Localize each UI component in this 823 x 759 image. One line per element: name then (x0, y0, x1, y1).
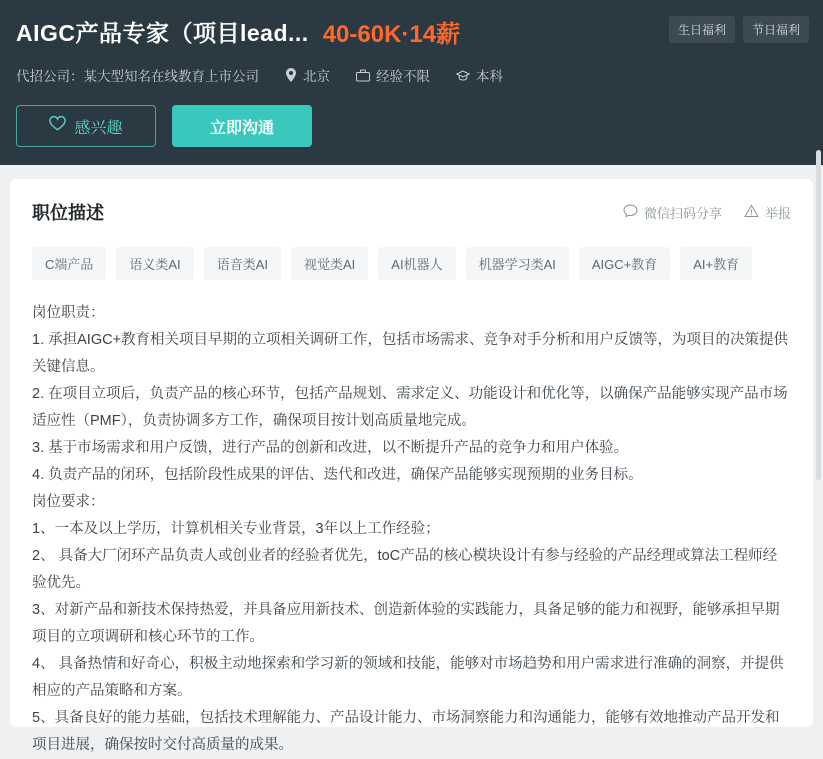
job-meta-row (16, 65, 807, 85)
skill-tag[interactable]: C端产品 (32, 247, 106, 280)
page-title: AIGC产品专家（项目lead... (16, 20, 309, 46)
location-pin-icon (285, 68, 297, 82)
company-label-text: 代招公司： (16, 69, 84, 84)
experience-meta (356, 65, 430, 85)
location-meta (285, 65, 330, 85)
skill-tag-list (32, 247, 791, 280)
section-title: 职位描述 (32, 203, 104, 223)
card-action-list (623, 203, 791, 222)
job-description-text (32, 300, 791, 759)
skill-tag[interactable]: 视觉类AI (291, 247, 368, 280)
skill-tag[interactable]: 语音类AI (204, 247, 281, 280)
chat-now-button-label: 立即沟通 (209, 119, 274, 137)
skill-tag[interactable]: 机器学习类AI (466, 247, 569, 280)
description-line: 5、具备良好的能力基础，包括技术理解能力、产品设计能力、市场洞察能力和沟通能力，能够有效地推动产品开发和项目进展，确保按时交付高质量的成果。 (32, 710, 780, 753)
graduation-cap-icon (456, 69, 470, 82)
job-description-card (10, 179, 813, 753)
chat-now-button[interactable] (172, 105, 312, 147)
interest-button[interactable] (16, 105, 156, 147)
description-line: 岗位职责： (32, 305, 105, 321)
briefcase-icon (356, 69, 370, 82)
skill-tag[interactable]: 语义类AI (116, 247, 193, 280)
location-text: 北京 (303, 69, 330, 84)
description-line: 1、一本及以上学历，计算机相关专业背景，3年以上工作经验； (32, 521, 440, 537)
welfare-tag: 节日福利 (743, 16, 809, 43)
company-name: 某大型知名在线教育上市公司 (83, 69, 259, 84)
chat-bubble-icon (623, 204, 638, 221)
skill-tag[interactable]: AIGC+教育 (579, 247, 670, 280)
warning-triangle-icon (744, 204, 759, 221)
action-button-row (16, 105, 807, 147)
skill-tag[interactable]: AI+教育 (680, 247, 752, 280)
description-line: 2. 在项目立项后，负责产品的核心环节，包括产品规划、需求定义、功能设计和优化等，以确保产品能够实现产品市场适应性（PMF），负责协调多方工作，确保项目按计划高质量地完成。 (32, 386, 788, 429)
card-header (32, 199, 791, 225)
experience-text: 经验不限 (376, 69, 430, 84)
heart-icon (49, 116, 66, 136)
description-line: 4. 负责产品的闭环，包括阶段性成果的评估、迭代和改进，确保产品能够实现预期的业务目标。 (32, 467, 643, 483)
skill-tag[interactable]: AI机器人 (378, 247, 455, 280)
welfare-tag-list (669, 16, 809, 43)
report-action[interactable] (744, 203, 791, 222)
share-action-label: 微信扫码分享 (643, 205, 722, 221)
description-line: 2、 具备大厂闭环产品负责人或创业者的经验者优先，toC产品的核心模块设计有参与经验的产品经理或算法工程师经验优先。 (32, 548, 778, 591)
description-line: 3、对新产品和新技术保持热爱，并具备应用新技术、创造新体验的实践能力，具备足够的能力和视野，能够承担早期项目的立项调研和核心环节的工作。 (32, 602, 780, 645)
job-header (0, 0, 823, 165)
report-action-label: 举报 (764, 205, 791, 221)
company-label (16, 65, 259, 85)
description-line: 3. 基于市场需求和用户反馈，进行产品的创新和改进，以不断提升产品的竞争力和用户体验。 (32, 440, 629, 456)
description-line: 岗位要求： (32, 494, 105, 510)
education-meta (456, 65, 503, 85)
welfare-tag: 生日福利 (669, 16, 735, 43)
description-line: 1. 承担AIGC+教育相关项目早期的立项相关调研工作，包括市场需求、竞争对手分析和用户反馈等，为项目的决策提供关键信息。 (32, 332, 789, 375)
education-text: 本科 (476, 69, 503, 84)
page-scrollbar[interactable] (816, 150, 821, 480)
description-line: 4、 具备热情和好奇心，积极主动地探索和学习新的领域和技能，能够对市场趋势和用户需求进行准确的洞察，并提供相应的产品策略和方案。 (32, 656, 784, 699)
salary-text: 40-60K·14薪 (322, 21, 461, 48)
share-action[interactable] (623, 203, 722, 222)
interest-button-label: 感兴趣 (74, 119, 123, 137)
